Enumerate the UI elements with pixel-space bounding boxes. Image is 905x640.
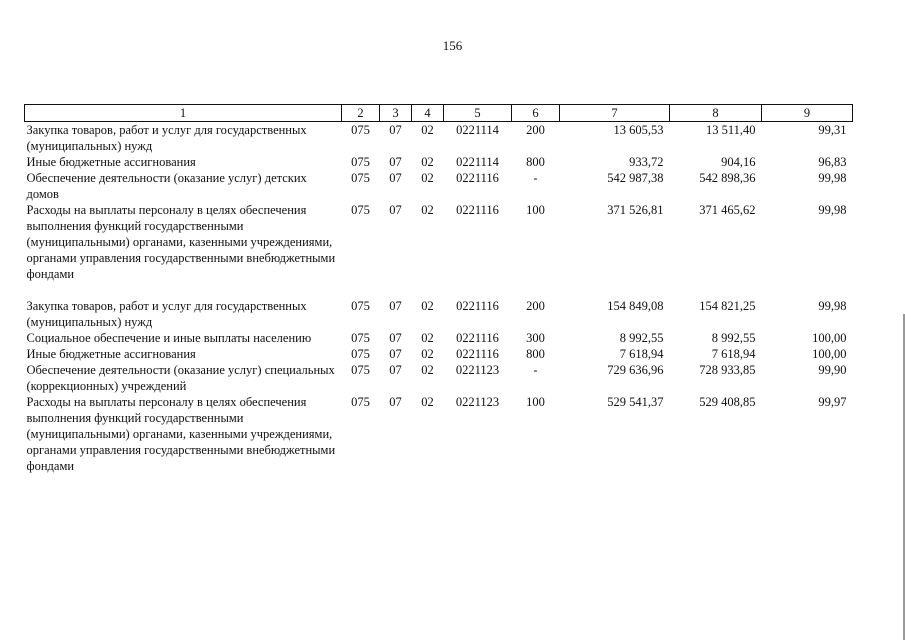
cell-amount-actual: 13 511,40 bbox=[705, 123, 756, 137]
spacer-row bbox=[25, 282, 853, 298]
cell-amount-planned: 7 618,94 bbox=[619, 347, 664, 361]
column-header: 1 bbox=[25, 105, 342, 122]
cell-amount-actual: 529 408,85 bbox=[699, 395, 756, 409]
cell-target: 0221116 bbox=[456, 171, 499, 185]
cell-percent: 99,98 bbox=[818, 299, 847, 313]
cell-type: - bbox=[533, 171, 538, 185]
table-row bbox=[25, 394, 853, 474]
cell-target: 0221114 bbox=[456, 155, 499, 169]
cell-subsection: 02 bbox=[421, 171, 434, 185]
cell-type: 100 bbox=[526, 203, 545, 217]
cell-section: 07 bbox=[389, 363, 402, 377]
column-header: 2 bbox=[342, 105, 380, 122]
cell-amount-planned: 13 605,53 bbox=[613, 123, 664, 137]
cell-target: 0221123 bbox=[455, 363, 500, 377]
table-row bbox=[25, 122, 853, 155]
table-row bbox=[25, 330, 853, 346]
cell-subsection: 02 bbox=[421, 203, 434, 217]
cell-amount-planned: 542 987,38 bbox=[607, 171, 664, 185]
cell-amount-actual: 8 992,55 bbox=[711, 331, 756, 345]
cell-subsection: 02 bbox=[421, 299, 434, 313]
header-row bbox=[25, 105, 853, 122]
page-number: 156 bbox=[442, 38, 463, 53]
cell-type: 800 bbox=[526, 347, 545, 361]
row-description: Обеспечение деятельности (оказание услуг) детских домов bbox=[26, 171, 307, 201]
table-row bbox=[25, 170, 853, 202]
row-description: Обеспечение деятельности (оказание услуг) специальных (коррекционных) учреждений bbox=[26, 363, 335, 393]
cell-code: 075 bbox=[351, 363, 370, 377]
cell-subsection: 02 bbox=[421, 347, 434, 361]
cell-amount-actual: 371 465,62 bbox=[699, 203, 756, 217]
cell-type: 800 bbox=[526, 155, 545, 169]
cell-code: 075 bbox=[351, 395, 370, 409]
cell-target: 0221116 bbox=[456, 203, 499, 217]
cell-subsection: 02 bbox=[421, 395, 434, 409]
cell-target: 0221116 bbox=[456, 299, 499, 313]
column-header: 5 bbox=[444, 105, 512, 122]
cell-code: 075 bbox=[351, 171, 370, 185]
cell-type: 200 bbox=[526, 123, 545, 137]
table-row bbox=[25, 362, 853, 394]
cell-section: 07 bbox=[389, 331, 402, 345]
cell-percent: 99,31 bbox=[818, 123, 847, 137]
cell-amount-planned: 529 541,37 bbox=[607, 395, 664, 409]
cell-section: 07 bbox=[389, 203, 402, 217]
table-row bbox=[25, 202, 853, 282]
cell-section: 07 bbox=[389, 123, 402, 137]
budget-table bbox=[24, 104, 853, 474]
cell-code: 075 bbox=[351, 299, 370, 313]
spacer-cell bbox=[25, 282, 853, 298]
cell-amount-planned: 729 636,96 bbox=[607, 363, 664, 377]
column-header: 6 bbox=[512, 105, 560, 122]
cell-section: 07 bbox=[389, 155, 402, 169]
cell-percent: 99,98 bbox=[818, 203, 847, 217]
cell-code: 075 bbox=[351, 203, 370, 217]
row-description: Расходы на выплаты персоналу в целях обеспечения выполнения функций государственными (муниципальными) органами, казенными учреждениями, органами управления государственными внебюджетными фондами bbox=[26, 203, 336, 281]
column-header: 8 bbox=[670, 105, 762, 122]
column-header: 7 bbox=[560, 105, 670, 122]
column-header: 9 bbox=[762, 105, 853, 122]
table-row bbox=[25, 154, 853, 170]
column-header: 3 bbox=[380, 105, 412, 122]
cell-code: 075 bbox=[351, 123, 370, 137]
cell-amount-planned: 371 526,81 bbox=[607, 203, 664, 217]
column-header: 4 bbox=[412, 105, 444, 122]
cell-target: 0221114 bbox=[456, 123, 499, 137]
cell-subsection: 02 bbox=[421, 123, 434, 137]
cell-section: 07 bbox=[389, 299, 402, 313]
cell-type: 300 bbox=[526, 331, 545, 345]
cell-code: 075 bbox=[351, 331, 370, 345]
cell-amount-planned: 154 849,08 bbox=[607, 299, 664, 313]
cell-amount-actual: 542 898,36 bbox=[699, 171, 756, 185]
cell-percent: 100,00 bbox=[812, 331, 847, 345]
cell-section: 07 bbox=[389, 171, 402, 185]
cell-percent: 96,83 bbox=[818, 155, 847, 169]
cell-percent: 99,98 bbox=[818, 171, 847, 185]
row-description: Закупка товаров, работ и услуг для государственных (муниципальных) нужд bbox=[26, 123, 307, 153]
row-description: Социальное обеспечение и иные выплаты населению bbox=[26, 331, 312, 345]
cell-amount-planned: 933,72 bbox=[629, 155, 664, 169]
cell-section: 07 bbox=[389, 395, 402, 409]
cell-type: 200 bbox=[526, 299, 545, 313]
row-description: Иные бюджетные ассигнования bbox=[26, 155, 196, 169]
row-description: Иные бюджетные ассигнования bbox=[26, 347, 196, 361]
cell-type: 100 bbox=[526, 395, 545, 409]
cell-code: 075 bbox=[351, 155, 370, 169]
cell-percent: 99,90 bbox=[818, 363, 847, 377]
cell-percent: 99,97 bbox=[818, 395, 847, 409]
cell-amount-actual: 904,16 bbox=[721, 155, 756, 169]
cell-subsection: 02 bbox=[421, 363, 434, 377]
table-row bbox=[25, 298, 853, 330]
cell-amount-actual: 728 933,85 bbox=[699, 363, 756, 377]
cell-code: 075 bbox=[351, 347, 370, 361]
cell-type: - bbox=[533, 363, 538, 377]
cell-target: 0221116 bbox=[456, 347, 499, 361]
cell-subsection: 02 bbox=[421, 155, 434, 169]
cell-amount-planned: 8 992,55 bbox=[619, 331, 664, 345]
row-description: Закупка товаров, работ и услуг для государственных (муниципальных) нужд bbox=[26, 299, 307, 329]
cell-amount-actual: 7 618,94 bbox=[711, 347, 756, 361]
budget-table-container bbox=[24, 104, 852, 474]
cell-amount-actual: 154 821,25 bbox=[699, 299, 756, 313]
row-description: Расходы на выплаты персоналу в целях обеспечения выполнения функций государственными (муниципальными) органами, казенными учреждениями, органами управления государственными внебюджетными фондами bbox=[26, 395, 336, 473]
cell-percent: 100,00 bbox=[812, 347, 847, 361]
table-row bbox=[25, 346, 853, 362]
cell-section: 07 bbox=[389, 347, 402, 361]
cell-target: 0221116 bbox=[456, 331, 499, 345]
cell-subsection: 02 bbox=[421, 331, 434, 345]
cell-target: 0221123 bbox=[455, 395, 500, 409]
